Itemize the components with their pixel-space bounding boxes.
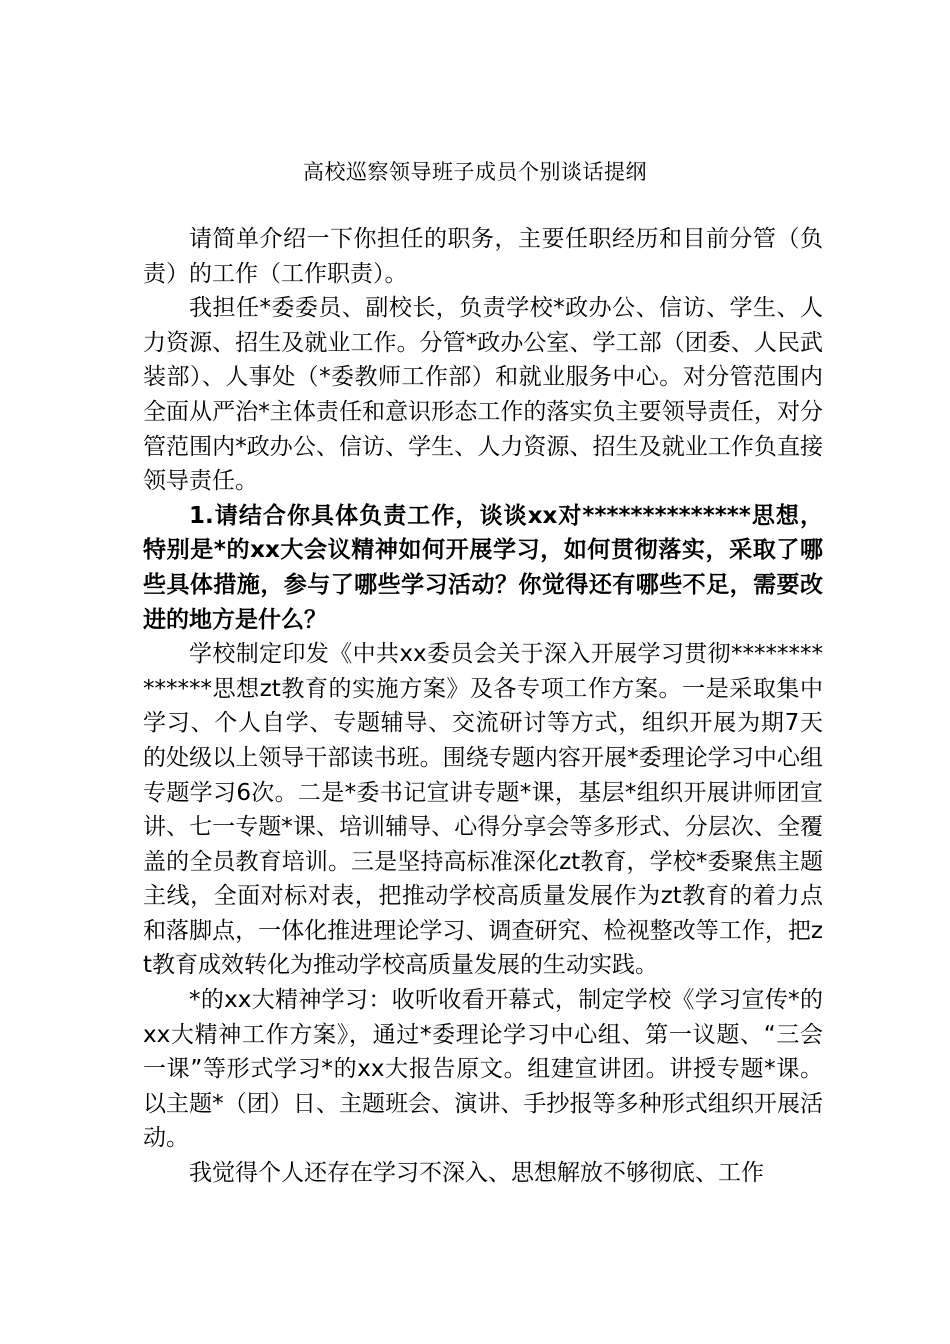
paragraph-answer-study: 学校制定印发《中共xx委员会关于深入开展学习贯彻**************思想zt教育的实施方案》及各专项工作方案。一是采取集中学习、个人自学、专题辅导、交流研讨等方式，组织开展为期7天的处级以上领导干部读书班。围绕专题内容开展*委理论学习中心组专题学习6次。二是*委书记宣讲专题*课，基层*组织开展讲师团宣讲、七一专题*课、培训辅导、心得分享会等多形式、分层次、全覆盖的全员教育培训。三是坚持高标准深化zt教育，学校*委聚焦主题主线，全面对标对表，把推动学校高质量发展作为zt教育的着力点和落脚点，一体化推进理论学习、调查研究、检视整改等工作，把zt教育成效转化为推动学校高质量发展的生动实践。 bbox=[143, 641, 823, 979]
paragraph-question-1: 1.请结合你具体负责工作，谈谈xx对**************思想，特别是*的xx大会议精神如何开展学习，如何贯彻落实，采取了哪些具体措施，参与了哪些学习活动？你觉得还有哪些不足，需要改进的地方是什么？ bbox=[143, 502, 823, 633]
paragraph-answer-duties: 我担任*委委员、副校长，负责学校*政办公、信访、学生、人力资源、招生及就业工作。分管*政办公室、学工部（团委、人民武装部）、人事处（*委教师工作部）和就业服务中心。对分管范围内全面从严治*主体责任和意识形态工作的落实负主要领导责任，对分管范围内*政办公、信访、学生、人力资源、招生及就业工作负直接领导责任。 bbox=[143, 295, 823, 495]
document-body bbox=[143, 222, 823, 1191]
paragraph-answer-congress: *的xx大精神学习：收听收看开幕式，制定学校《学习宣传*的xx大精神工作方案》，通过*委理论学习中心组、第一议题、“三会一课”等形式学习*的xx大报告原文。组建宣讲团。讲授专题*课。以主题*（团）日、主题班会、演讲、手抄报等多种形式组织开展活动。 bbox=[143, 987, 823, 1152]
document-title: 高校巡察领导班子成员个别谈话提纲 bbox=[303, 160, 647, 184]
paragraph-answer-shortcomings: 我觉得个人还存在学习不深入、思想解放不够彻底、工作 bbox=[189, 1160, 764, 1187]
paragraph-question-intro: 请简单介绍一下你担任的职务，主要任职经历和目前分管（负责）的工作（工作职责）。 bbox=[143, 226, 823, 287]
